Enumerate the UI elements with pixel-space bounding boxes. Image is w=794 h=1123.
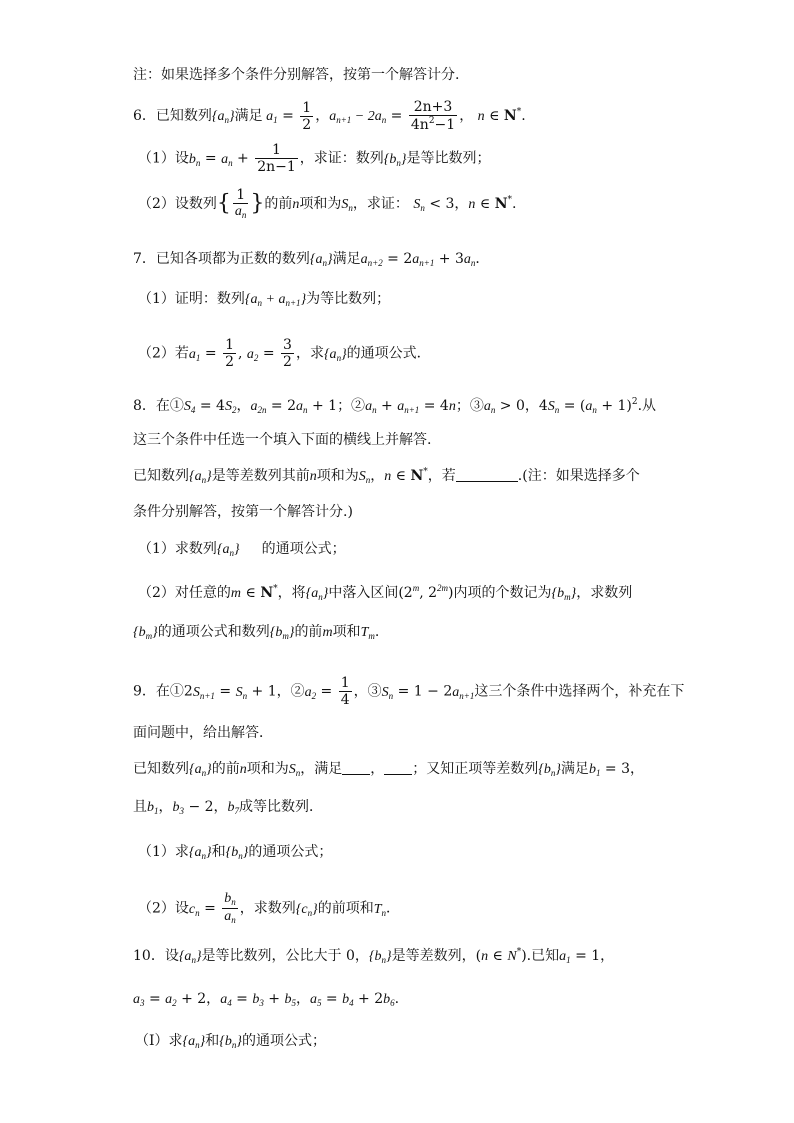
question-8-given: 已知数列$\{a_n\}$是等差数列其前n项和为$S_n$，n ∈ N*，若 .(注：如果选择多个	[133, 467, 640, 485]
answer-blank-1	[342, 762, 370, 775]
question-9-given-cont: 且$b_1$，$b_3 - 2$，$b_7$成等比数列．	[133, 799, 324, 816]
question-9-part-1: （1）求$\{a_n\}$和$\{b_n\}$的通项公式；	[138, 844, 333, 861]
question-8-part-2-cont: $\{b_m\}$的通项公式和数列$\{b_m\}$的前m项和$T_m$.	[133, 624, 380, 641]
question-7-stem: 7．已知各项都为正数的数列$\{a_n\}$满足$a_{n+2} = 2a_{n+1} + 3a_n$．	[133, 251, 490, 268]
question-8-instruction: 这三个条件中任选一个填入下面的横线上并解答.	[133, 432, 432, 448]
note-line: 注：如果选择多个条件分别解答，按第一个解答计分.	[133, 67, 460, 83]
question-8-part-1: （1）求数列$\{a_n\}$ 的通项公式；	[138, 541, 346, 558]
answer-blank-2	[384, 762, 412, 775]
question-10-part-1: （Ⅰ）求$\{a_n\}$和$\{b_n\}$的通项公式；	[135, 1033, 326, 1050]
question-9-stem-cont: 面问题中，给出解答．	[133, 725, 273, 741]
question-10-stem: 10．设$\{a_n\}$是等比数列，公比大于 0，$\{b_n\}$是等差数列，(n ∈ N*).已知$a_1 = 1$，	[133, 947, 615, 965]
question-9-stem: 9．在$①2S_{n+1} = S_n + 1$，$②a_2$ = $\frac{1}{4}$ ，$③S_n = 1 - 2a_{n+1}$这三个条件中选择两个，补充在下	[133, 675, 685, 708]
question-9-given: 已知数列$\{a_n\}$的前n项和为$S_n$，满足 ， ；又知正项等差数列$\{b_n\}$满足$b_1 = 3$，	[133, 761, 644, 778]
question-8-part-2: （2）对任意的m ∈ N*，将$\{a_n\}$中落入区间(2$^m$, $2^{2m}$)内项的个数记为$\{b_m\}$，求数列	[138, 583, 633, 602]
question-8-note: 条件分别解答，按第一个解答计分.)	[133, 504, 353, 520]
answer-blank	[456, 469, 518, 482]
question-7-part-1: （1）证明：数列$\{a_n + a_{n+1}\}$为等比数列；	[138, 291, 391, 308]
question-10-given: $a_3 = a_2 + 2$，$a_4 = b_3 + b_5$，$a_5 = b_4 + 2b_6$.	[133, 991, 400, 1008]
question-9-part-2: （2）设$c_n$ = $\frac{b_n}{a_n}$ ，求数列$\{c_n\}$的前项和$T_n$．	[138, 891, 400, 925]
question-8-stem: 8．在$①S_4 = 4S_2$，$a_{2n} = 2a_n + 1$；$②a_n + a_{n+1} = 4n$；$③a_n > 0$，$4S_n = (a_n + 1)^2$.从	[133, 397, 657, 415]
question-7-part-2: （2）若$a_1$ = $\frac{1}{2}$ , $a_2$ = $\frac{3}{2}$ ，求$\{a_n\}$的通项公式．	[138, 337, 431, 370]
question-6-part-2: （2）设数列{ $\frac{1}{a_n}$ }的前n项和为$S_n$，求证： $S_n < 3$，n ∈ N*.	[138, 187, 517, 220]
question-6-part-1: （1）设$b_n = a_n$ + $\frac{1}{2n-1}$ ，求证：数列$\{b_n\}$是等比数列；	[138, 142, 491, 175]
question-6-stem: 6．已知数列$\{a_n\}$满足 $a_1$ = $\frac{1}{2}$ ，$a_{n+1} - 2a_n$ = $\frac{2n+3}{4n^2-1}$ ， n ∈ N*.	[133, 99, 526, 133]
